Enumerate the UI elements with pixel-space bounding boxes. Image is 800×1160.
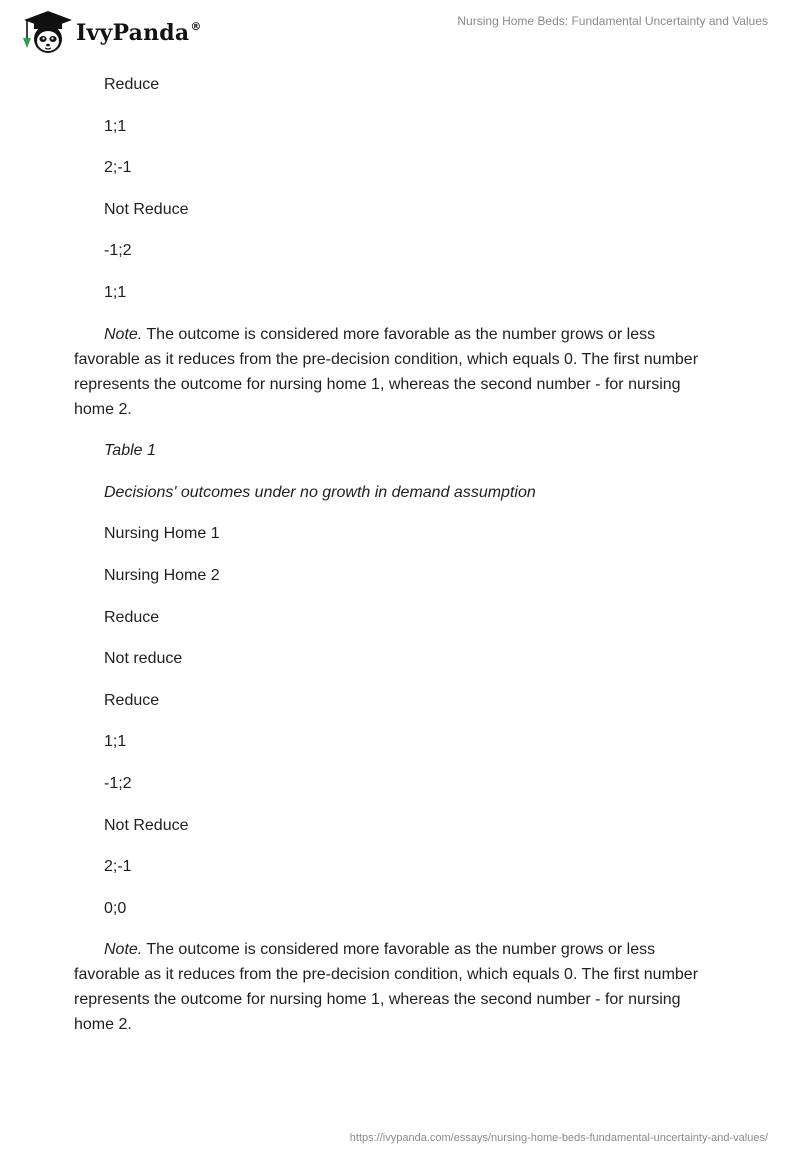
table-cell: Not Reduce bbox=[104, 200, 189, 218]
table-cell: Not reduce bbox=[104, 650, 183, 668]
table-cell: 1;1 bbox=[104, 283, 127, 301]
document-title: Nursing Home Beds: Fundamental Uncertainty and Values bbox=[457, 14, 768, 28]
table-note bbox=[74, 937, 724, 1037]
table-cell: Nursing Home 2 bbox=[104, 566, 220, 584]
table-cell: 1;1 bbox=[104, 733, 127, 751]
source-url[interactable]: https://ivypanda.com/essays/nursing-home-beds-fundamental-uncertainty-and-values/ bbox=[349, 1132, 768, 1144]
essay-body bbox=[74, 72, 724, 1054]
note-text: The outcome is considered more favorable as the number grows or less favorable as it reduces from the pre-decision condition, which equals 0. The first number represents the outcome for nursing home 1, whereas the second number - for nursing home 2. bbox=[74, 325, 699, 418]
ivypanda-logo[interactable] bbox=[14, 8, 202, 56]
panda-graduate-logo-icon bbox=[14, 8, 72, 56]
table-cell: Reduce bbox=[104, 608, 160, 626]
note-label: Note. bbox=[104, 325, 143, 343]
brand-name: IvyPanda® bbox=[76, 20, 202, 46]
table-cell: 2;-1 bbox=[104, 159, 132, 177]
registered-mark: ® bbox=[190, 20, 202, 33]
table-cell: Nursing Home 1 bbox=[104, 525, 220, 543]
table-cell: Reduce bbox=[104, 691, 160, 709]
table-label: Table 1 bbox=[104, 442, 156, 460]
table-cell: 0;0 bbox=[104, 899, 127, 917]
table-cell: Reduce bbox=[104, 76, 160, 93]
page-header bbox=[0, 0, 800, 60]
table-cell: 1;1 bbox=[104, 117, 127, 135]
note-label: Note. bbox=[104, 941, 143, 959]
table-cell: -1;2 bbox=[104, 774, 132, 792]
table-cell: Not Reduce bbox=[104, 816, 189, 834]
table-note bbox=[74, 322, 724, 422]
table-caption: Decisions' outcomes under no growth in demand assumption bbox=[104, 483, 536, 501]
table-cell: 2;-1 bbox=[104, 858, 132, 876]
table-cell: -1;2 bbox=[104, 242, 132, 260]
note-text: The outcome is considered more favorable as the number grows or less favorable as it reduces from the pre-decision condition, which equals 0. The first number represents the outcome for nursing home 1, whereas the second number - for nursing home 2. bbox=[74, 941, 699, 1034]
